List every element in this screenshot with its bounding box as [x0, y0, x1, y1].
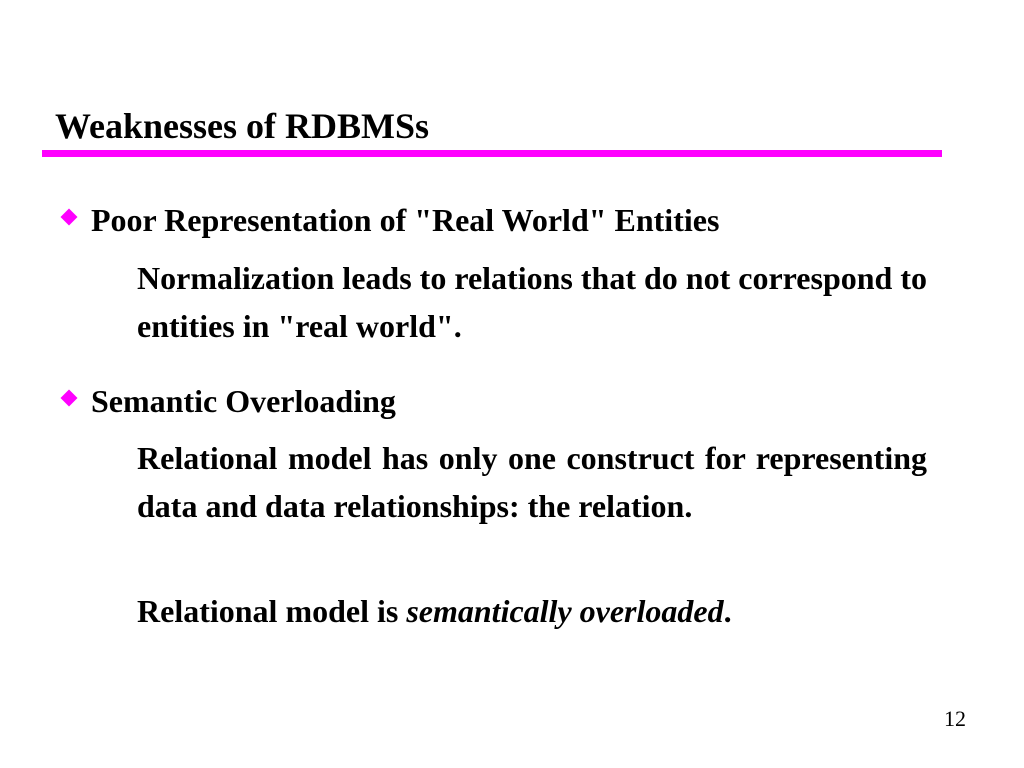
title-underline	[42, 150, 942, 157]
bullet-paragraph-emphasis	[137, 587, 927, 635]
diamond-bullet-icon	[61, 209, 77, 225]
bullet-item	[55, 200, 719, 240]
paragraph-suffix: .	[723, 593, 732, 629]
page-number: 12	[944, 706, 966, 731]
diamond-bullet-icon	[61, 390, 77, 406]
bullet-label: Semantic Overloading	[91, 383, 396, 419]
bullet-paragraph: Relational model has only one construct for representing data and data relationships: the relation.	[137, 440, 927, 524]
bullet-paragraph: Normalization leads to relations that do not correspond to entities in "real world".	[137, 260, 927, 344]
bullet-item	[55, 381, 396, 421]
slide-title: Weaknesses of RDBMSs	[55, 106, 430, 146]
emphasized-phrase: semantically overloaded	[406, 593, 724, 629]
bullet-label: Poor Representation of "Real World" Entities	[91, 202, 720, 238]
paragraph-prefix: Relational model is	[137, 593, 407, 629]
